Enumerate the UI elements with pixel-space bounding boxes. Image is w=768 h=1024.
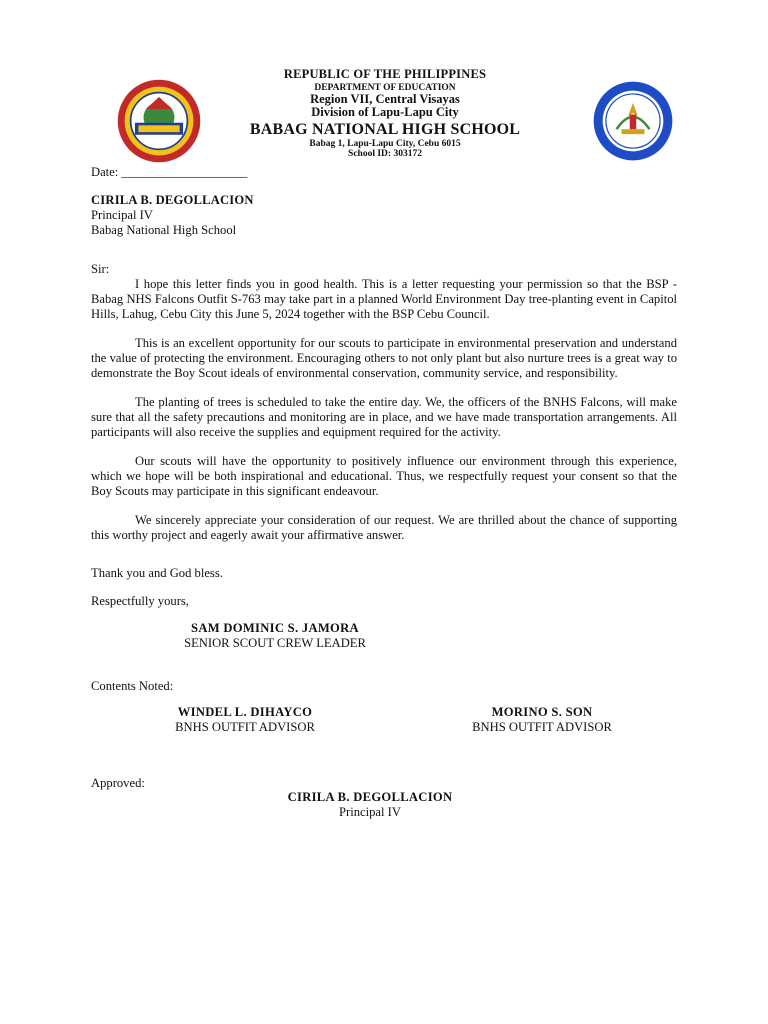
letter-body [91, 277, 677, 557]
babag-nhs-seal-icon [116, 78, 202, 164]
school-id: School ID: 303172 [348, 149, 422, 160]
body-paragraph-1: I hope this letter finds you in good health. This is a letter requesting your permission so that the BSP - Babag NHS Falcons Outfit S-763 may take part in a planned World Environment Day tree-planting event in Capitol Hills, Lahug, Cebu City this June 5, 2024 together with the BSP Cebu Council. [91, 277, 677, 321]
body-paragraph-3: The planting of trees is scheduled to take the entire day. We, the officers of the BNHS Falcons, will make sure that all the safety precautions and monitoring are in place, and we have made transportation arrangements. All participants will also receive the supplies and equipment required for the activity. [91, 395, 677, 439]
school-name: BABAG NATIONAL HIGH SCHOOL [249, 120, 521, 138]
salutation: Sir: [91, 262, 110, 276]
principal-title: Principal IV [339, 805, 401, 819]
division-lapu-lapu-seal-icon [592, 80, 674, 162]
closing-respectfully: Respectfully yours, [91, 594, 189, 608]
advisor-1-title: BNHS OUTFIT ADVISOR [175, 720, 315, 734]
signature-leader [150, 621, 400, 651]
republic-line: REPUBLIC OF THE PHILIPPINES [283, 67, 487, 81]
body-paragraph-5: We sincerely appreciate your consideration of our request. We are thrilled about the chance of supporting this worthy project and eagerly await your affirmative answer. [91, 513, 677, 542]
leader-title: SENIOR SCOUT CREW LEADER [184, 636, 366, 650]
department-line: DEPARTMENT OF EDUCATION [314, 82, 456, 93]
date-line: Date: ____________________ [91, 165, 248, 179]
addressee-name: CIRILA B. DEGOLLACION [91, 193, 254, 207]
advisor-2-title: BNHS OUTFIT ADVISOR [472, 720, 612, 734]
letterhead [200, 68, 570, 160]
body-paragraph-2: This is an excellent opportunity for our scouts to participate in environmental preservation and understand the value of protecting the environment. Encouraging others to not only plant but also nurture trees is a great way to demonstrate the Boy Scout ideals of environmental conservation, community service, and responsibility. [91, 336, 677, 380]
contents-noted-label: Contents Noted: [91, 679, 174, 693]
school-address: Babag 1, Lapu-Lapu City, Cebu 6015 [309, 139, 461, 150]
region-line: Region VII, Central Visayas [310, 91, 460, 106]
division-line: Division of Lapu-Lapu City [311, 105, 459, 120]
advisor-1-name: WINDEL L. DIHAYCO [177, 705, 313, 719]
advisor-2-name: MORINO S. SON [491, 705, 593, 719]
leader-name: SAM DOMINIC S. JAMORA [191, 621, 359, 635]
signature-advisor-2 [432, 705, 652, 735]
signature-advisor-1 [140, 705, 350, 735]
approved-label: Approved: [91, 776, 145, 790]
addressee-block [91, 193, 254, 238]
signature-principal [250, 790, 490, 820]
addressee-position: Principal IV [91, 208, 153, 222]
principal-name: CIRILA B. DEGOLLACION [287, 790, 453, 804]
body-paragraph-4: Our scouts will have the opportunity to positively influence our environment through this experience, which we hope will be both inspirational and educational. Thus, we respectfully request your consent so that the Boy Scouts may participate in this significant endeavour. [91, 454, 677, 498]
closing-thanks: Thank you and God bless. [91, 566, 223, 580]
addressee-school: Babag National High School [91, 223, 237, 237]
